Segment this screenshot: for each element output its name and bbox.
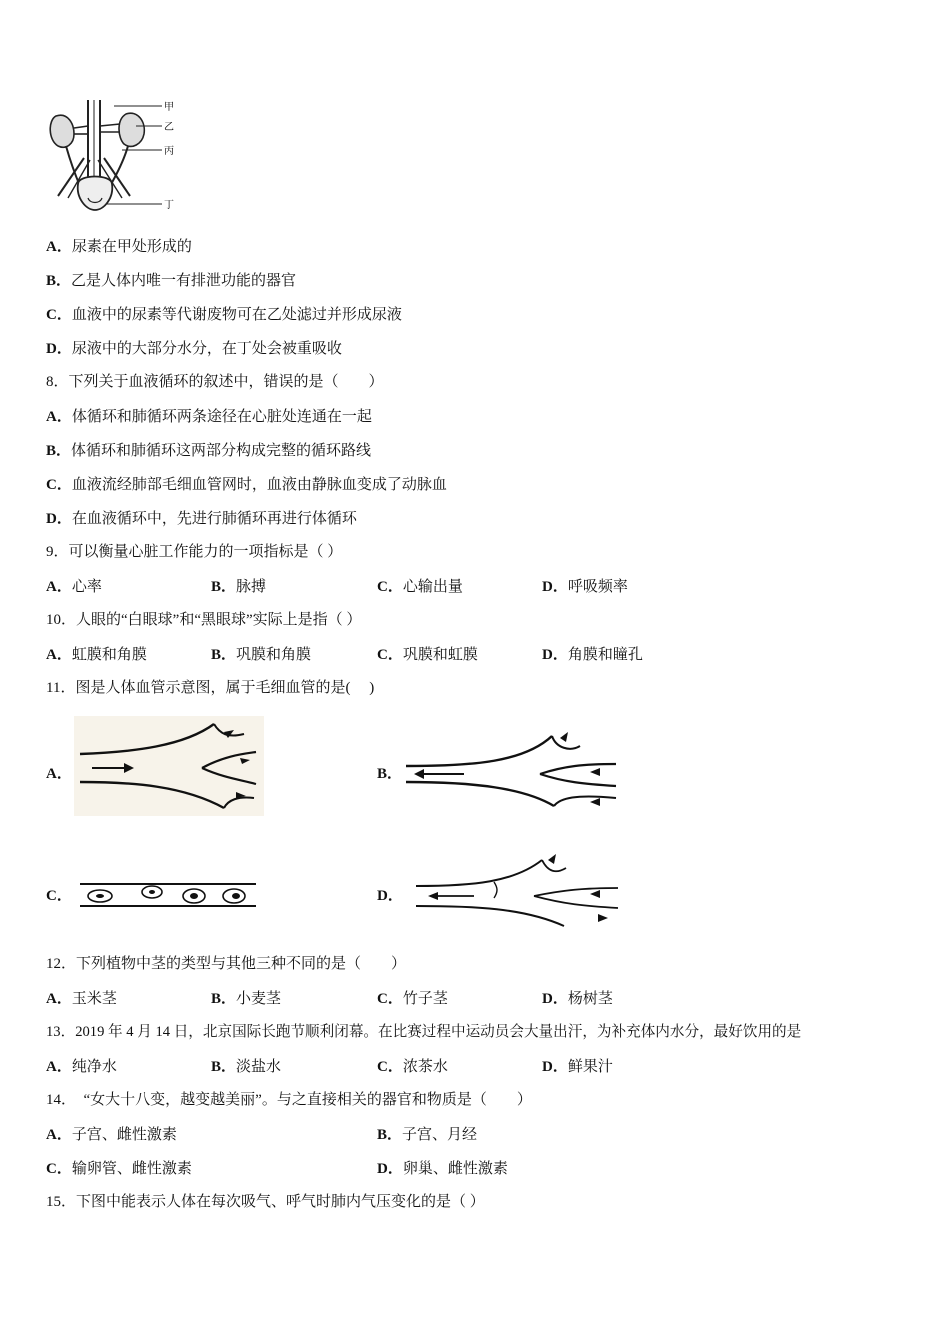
label-yi: 乙 [164,122,174,133]
q8-option-d: D．在血液循环中，先进行肺循环再进行体循环 [46,509,357,527]
q11-stem: 11．图是人体血管示意图，属于毛细血管的是( ) [46,680,375,696]
q12-option-d: D．杨树茎 [542,989,613,1007]
q10-option-b: B．巩膜和角膜 [211,645,312,663]
q13-option-a: A．纯净水 [46,1057,117,1075]
q11-figure-c [78,876,258,914]
label-jia: 甲 [164,102,174,113]
q11-option-c-label: C． [46,888,72,904]
q14-stem: 14． “女大十八变，越变越美丽”。与之直接相关的器官和物质是（ ） [46,1092,532,1108]
q12-option-b: B．小麦茎 [211,989,282,1007]
q7-option-b: B．乙是人体内唯一有排泄功能的器官 [46,271,297,289]
q10-option-a: A．虹膜和角膜 [46,645,147,663]
q11-figure-d [414,852,620,932]
q10-option-c: C．巩膜和虹膜 [377,645,478,663]
q9-option-c: C．心输出量 [377,577,463,595]
q12-stem: 12．下列植物中茎的类型与其他三种不同的是（ ） [46,956,407,972]
vein-drawing [414,852,620,932]
q12-option-a: A．玉米茎 [46,989,117,1007]
q12-option-c: C．竹子茎 [377,989,448,1007]
q13-stem: 13．2019 年 4 月 14 日，北京国际长跑节顺利闭幕。在比赛过程中运动员会大量出汗，为补充体内水分，最好饮用的是 [46,1024,802,1040]
q11-option-d-label: D． [377,888,403,904]
q7-option-c: C．血液中的尿素等代谢废物可在乙处滤过并形成尿液 [46,305,402,323]
q9-stem: 9．可以衡量心脏工作能力的一项指标是（ ） [46,544,343,560]
q11-figure-a [74,716,264,816]
q9-option-a: A．心率 [46,577,102,595]
q13-option-d: D．鲜果汁 [542,1057,613,1075]
q8-stem: 8．下列关于血液循环的叙述中，错误的是（ ） [46,374,384,390]
q8-option-a: A．体循环和肺循环两条途径在心脏处连通在一起 [46,407,372,425]
q13-option-b: B．淡盐水 [211,1057,282,1075]
q14-option-a: A．子宫、雌性激素 [46,1125,177,1143]
q13-option-c: C．浓茶水 [377,1057,448,1075]
capillary-drawing [78,876,258,914]
q11-option-a-label: A． [46,766,72,782]
q8-option-c: C．血液流经肺部毛细血管网时，血液由静脉血变成了动脉血 [46,475,447,493]
q14-option-c: C．输卵管、雌性激素 [46,1159,192,1177]
q10-stem: 10．人眼的“白眼球”和“黑眼球”实际上是指（ ） [46,612,362,628]
label-ding: 丁 [164,200,174,211]
q14-option-d: D．卵巢、雌性激素 [377,1159,508,1177]
q7-option-d: D．尿液中的大部分水分，在丁处会被重吸收 [46,339,342,357]
urinary-system-figure [44,98,194,218]
q9-option-b: B．脉搏 [211,577,267,595]
q14-option-b: B．子宫、月经 [377,1125,478,1143]
q9-option-d: D．呼吸频率 [542,577,628,595]
urinary-system-drawing [44,98,194,218]
vein-merging-drawing [404,722,620,818]
q11-figure-b [404,722,620,818]
q15-stem: 15．下图中能表示人体在每次吸气、呼气时肺内气压变化的是（ ） [46,1194,485,1210]
q10-option-d: D．角膜和瞳孔 [542,645,643,663]
q7-option-a: A．尿素在甲处形成的 [46,237,192,255]
q8-option-b: B．体循环和肺循环这两部分构成完整的循环路线 [46,441,372,459]
label-bing: 丙 [164,146,174,157]
artery-branching-drawing [74,716,264,816]
q11-option-b-label: B． [377,766,403,782]
